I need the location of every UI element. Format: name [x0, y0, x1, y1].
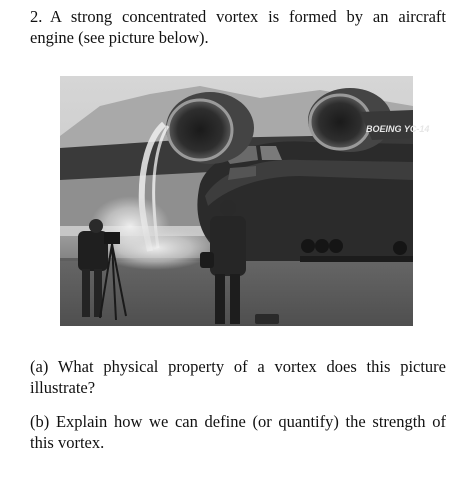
question-b — [30, 411, 446, 453]
question-a-label: (a) — [30, 357, 49, 376]
problem-number: 2. — [30, 7, 43, 26]
question-a-text: What physical property of a vortex does this picture illustrate? — [30, 357, 447, 397]
aircraft-label: BOEING YC-14 — [366, 124, 430, 134]
question-b-label: (b) — [30, 412, 50, 431]
question-a — [30, 356, 446, 398]
question-b-text: Explain how we can define (or quantify) the strength of this vortex. — [30, 412, 446, 452]
problem-statement — [30, 6, 446, 48]
problem-text: A strong concentrated vortex is formed by an aircraft engine (see picture below). — [30, 7, 446, 47]
aircraft-vortex-photo — [60, 76, 430, 326]
